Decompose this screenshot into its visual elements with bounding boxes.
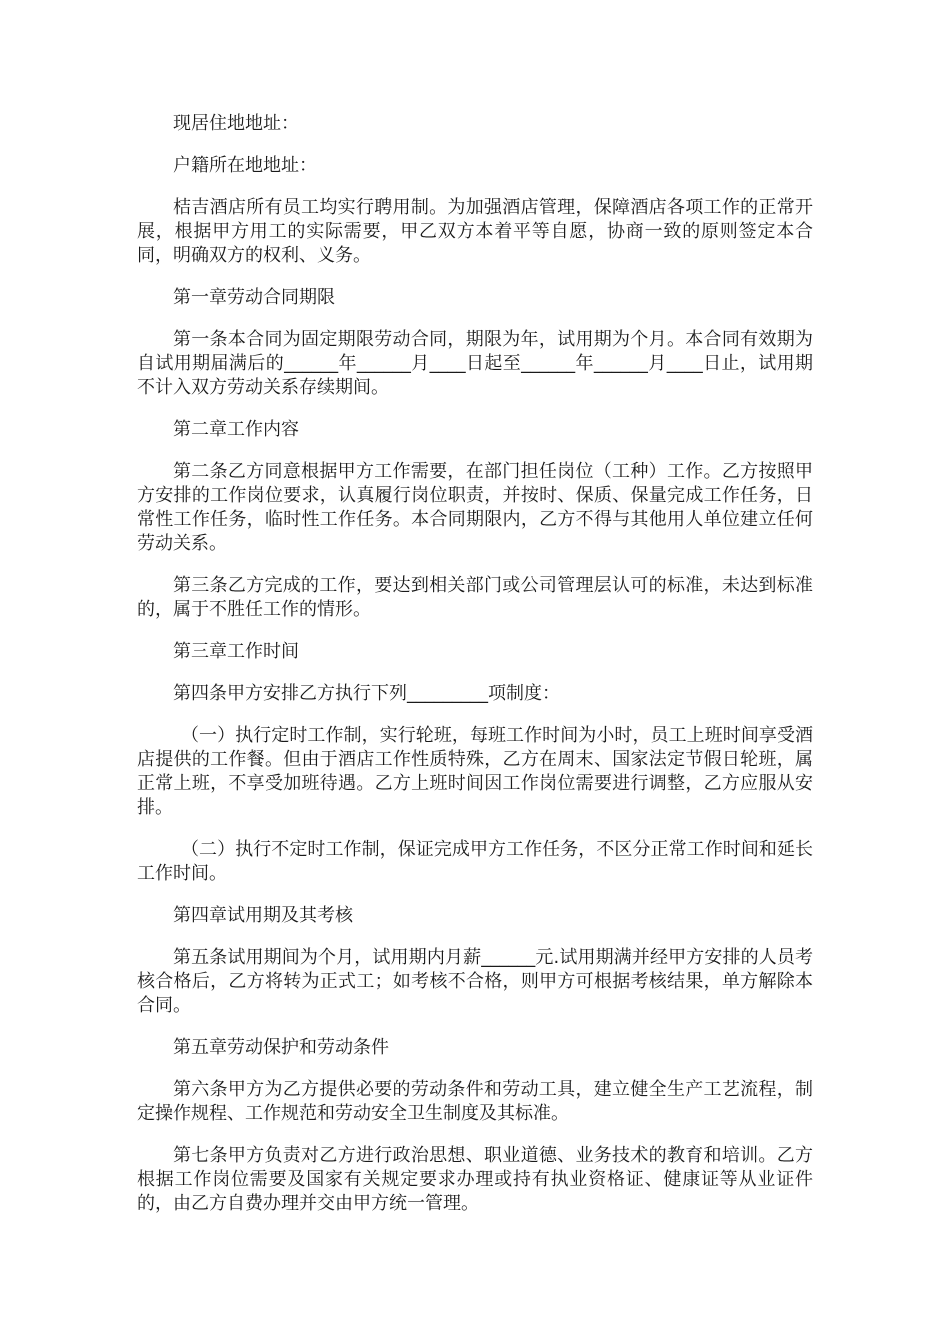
article-7-paragraph: 第七条甲方负责对乙方进行政治思想、职业道德、业务技术的教育和培训。乙方根据工作岗位需要及国家有关规定要求办理或持有执业资格证、健康证等从业证件的，由乙方自费办理并交由甲方统一管理。 — [137, 1145, 813, 1214]
document-body — [137, 112, 813, 1234]
address-registered-line: 户籍所在地地址： — [173, 155, 317, 176]
article-4-item-2: （二）执行不定时工作制，保证完成甲方工作任务，不区分正常工作时间和延长工作时间。 — [137, 839, 813, 884]
article-2-paragraph: 第二条乙方同意根据甲方工作需要，在部门担任岗位（工种）工作。乙方按照甲方安排的工作岗位要求，认真履行岗位职责，并按时、保质、保量完成工作任务，日常性工作任务，临时性工作任务。本合同期限内，乙方不得与其他用人单位建立任何劳动关系。 — [137, 461, 813, 554]
article-1-paragraph: 第一条本合同为固定期限劳动合同，期限为年，试用期为个月。本合同有效期为自试用期届满后的______年______月____日起至______年______月____日止，试用期不计入双方劳动关系存续期间。 — [137, 329, 813, 398]
chapter-5-heading: 第五章劳动保护和劳动条件 — [173, 1037, 389, 1058]
article-6-paragraph: 第六条甲方为乙方提供必要的劳动条件和劳动工具，建立健全生产工艺流程，制定操作规程、工作规范和劳动安全卫生制度及其标准。 — [137, 1079, 813, 1124]
chapter-3-heading: 第三章工作时间 — [173, 641, 299, 662]
article-3-paragraph: 第三条乙方完成的工作，要达到相关部门或公司管理层认可的标准，未达到标准的，属于不胜任工作的情形。 — [137, 575, 813, 620]
chapter-2-heading: 第二章工作内容 — [173, 419, 299, 440]
chapter-4-heading: 第四章试用期及其考核 — [173, 905, 353, 926]
article-5-paragraph: 第五条试用期间为个月，试用期内月薪______元.试用期满并经甲方安排的人员考核合格后，乙方将转为正式工；如考核不合格，则甲方可根据考核结果，单方解除本合同。 — [137, 947, 813, 1016]
intro-paragraph: 桔吉酒店所有员工均实行聘用制。为加强酒店管理，保障酒店各项工作的正常开展，根据甲方用工的实际需要，甲乙双方本着平等自愿，协商一致的原则签定本合同，明确双方的权利、义务。 — [137, 197, 813, 266]
chapter-1-heading: 第一章劳动合同期限 — [173, 287, 335, 308]
address-current-line: 现居住地地址： — [173, 113, 299, 134]
article-4-item-1: （一）执行定时工作制，实行轮班，每班工作时间为小时，员工上班时间享受酒店提供的工作餐。但由于酒店工作性质特殊，乙方在周末、国家法定节假日轮班，属正常上班，不享受加班待遇。乙方上班时间因工作岗位需要进行调整，乙方应服从安排。 — [137, 725, 813, 818]
article-4-paragraph: 第四条甲方安排乙方执行下列_________项制度： — [173, 683, 560, 704]
